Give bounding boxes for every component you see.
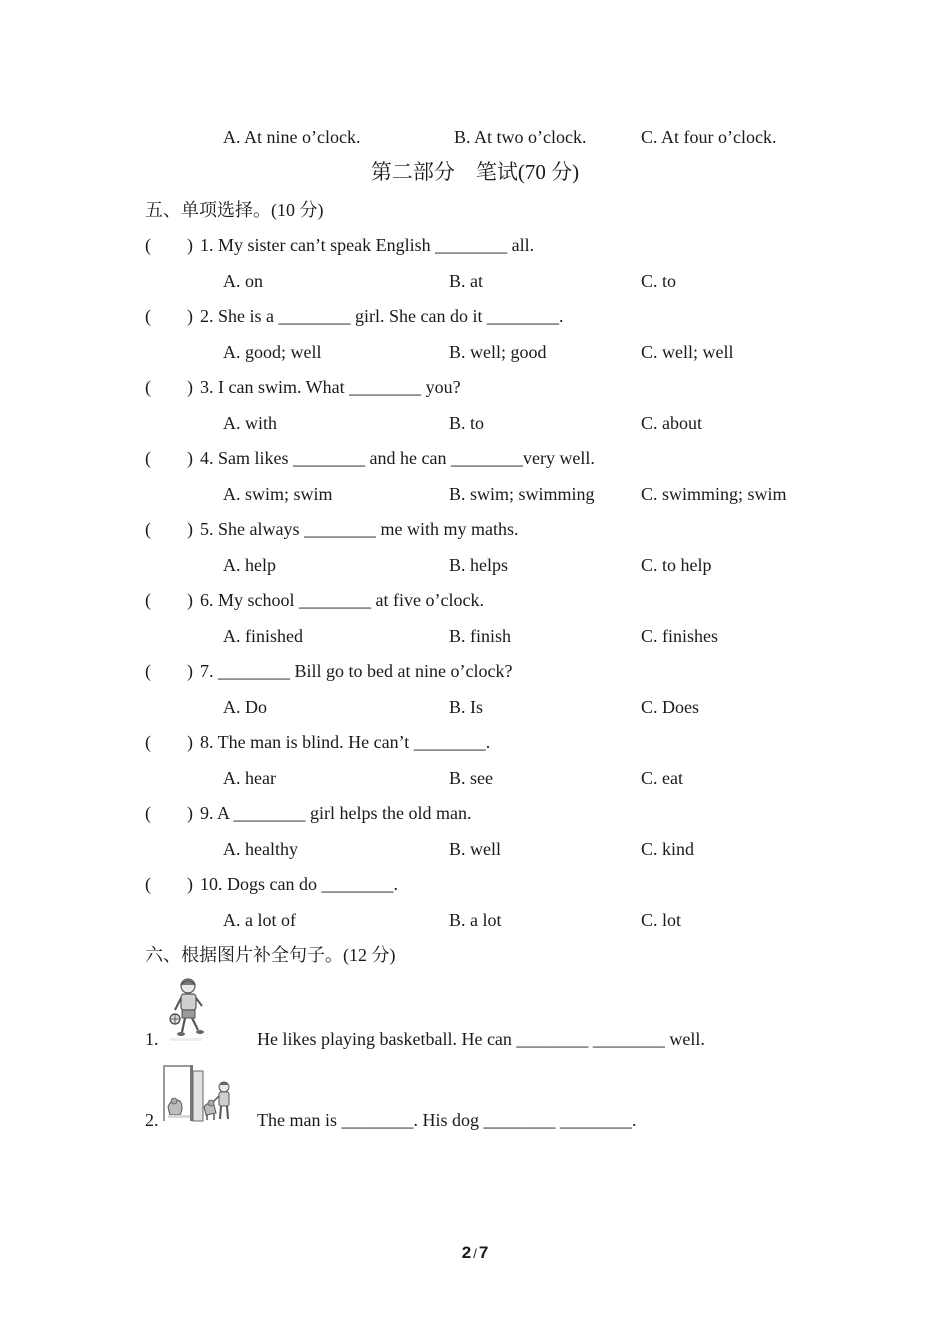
question-text: 2. She is a ________ girl. She can do it ________. [200, 306, 564, 326]
answer-paren-close: ) [187, 661, 193, 681]
answer-paren-open: ( [145, 306, 151, 326]
option-a: A. good; well [223, 342, 322, 362]
item1-number: 1. [145, 1029, 159, 1049]
question-text: 4. Sam likes ________ and he can ________very well. [200, 448, 595, 468]
top-option-a: A. At nine o’clock. [223, 127, 361, 147]
answer-paren-open: ( [145, 590, 151, 610]
question-text: 7. ________ Bill go to bed at nine o’clock? [200, 661, 513, 681]
option-b: B. to [449, 413, 485, 433]
answer-paren-open: ( [145, 874, 151, 894]
option-b: B. Is [449, 697, 484, 717]
option-b: B. swim; swimming [449, 484, 595, 504]
answer-paren-close: ) [187, 874, 193, 894]
option-b: B. well; good [449, 342, 547, 362]
option-c: C. well; well [641, 342, 734, 362]
option-b: B. at [449, 271, 483, 291]
answer-paren-close: ) [187, 235, 193, 255]
question-text: 6. My school ________ at five o’clock. [200, 590, 484, 610]
answer-paren-open: ( [145, 377, 151, 397]
option-c: C. to [641, 271, 677, 291]
item1-sentence: He likes playing basketball. He can ________ ________ well. [257, 1029, 705, 1049]
question-text: 5. She always ________ me with my maths. [200, 519, 519, 539]
answer-paren-close: ) [187, 448, 193, 468]
option-a: A. a lot of [223, 910, 296, 930]
answer-paren-close: ) [187, 732, 193, 752]
page-number [0, 1243, 950, 1263]
answer-paren-open: ( [145, 235, 151, 255]
page-current: 2 [461, 1243, 472, 1262]
option-a: A. with [223, 413, 277, 433]
option-a: A. healthy [223, 839, 298, 859]
question-text: 10. Dogs can do ________. [200, 874, 398, 894]
option-b: B. helps [449, 555, 509, 575]
top-option-b: B. At two o’clock. [454, 127, 587, 147]
option-a: A. help [223, 555, 276, 575]
option-b: B. see [449, 768, 493, 788]
top-option-c: C. At four o’clock. [641, 127, 777, 147]
option-c: C. lot [641, 910, 682, 930]
option-b: B. a lot [449, 910, 502, 930]
page-total: 7 [478, 1243, 489, 1262]
question-text: 1. My sister can’t speak English ________ all. [200, 235, 535, 255]
answer-paren-open: ( [145, 519, 151, 539]
option-c: C. eat [641, 768, 683, 788]
answer-paren-open: ( [145, 732, 151, 752]
answer-paren-close: ) [187, 803, 193, 823]
question-text: 8. The man is blind. He can’t ________. [200, 732, 491, 752]
option-a: A. swim; swim [223, 484, 333, 504]
answer-paren-open: ( [145, 661, 151, 681]
option-c: C. finishes [641, 626, 719, 646]
item2-sentence: The man is ________. His dog ________ ________. [257, 1110, 637, 1130]
answer-paren-open: ( [145, 448, 151, 468]
page-separator: / [473, 1246, 477, 1261]
section5-title: 五、单项选择。(10 分) [145, 200, 324, 220]
answer-paren-close: ) [187, 590, 193, 610]
option-b: B. finish [449, 626, 512, 646]
option-a: A. hear [223, 768, 276, 788]
question-text: 3. I can swim. What ________ you? [200, 377, 461, 397]
option-c: C. kind [641, 839, 695, 859]
option-c: C. swimming; swim [641, 484, 787, 504]
option-b: B. well [449, 839, 501, 859]
option-c: C. about [641, 413, 702, 433]
answer-paren-close: ) [187, 519, 193, 539]
answer-paren-open: ( [145, 803, 151, 823]
answer-paren-close: ) [187, 306, 193, 326]
option-a: A. Do [223, 697, 267, 717]
answer-paren-close: ) [187, 377, 193, 397]
section6-title: 六、根据图片补全句子。(12 分) [145, 945, 396, 965]
boy-basketball-illustration [166, 976, 214, 1046]
option-c: C. to help [641, 555, 712, 575]
part-title: 第二部分 笔试(70 分) [370, 160, 580, 184]
option-a: A. on [223, 271, 263, 291]
blind-man-dog-illustration [160, 1063, 236, 1123]
item2-number: 2. [145, 1110, 159, 1130]
question-text: 9. A ________ girl helps the old man. [200, 803, 472, 823]
option-a: A. finished [223, 626, 303, 646]
option-c: C. Does [641, 697, 699, 717]
